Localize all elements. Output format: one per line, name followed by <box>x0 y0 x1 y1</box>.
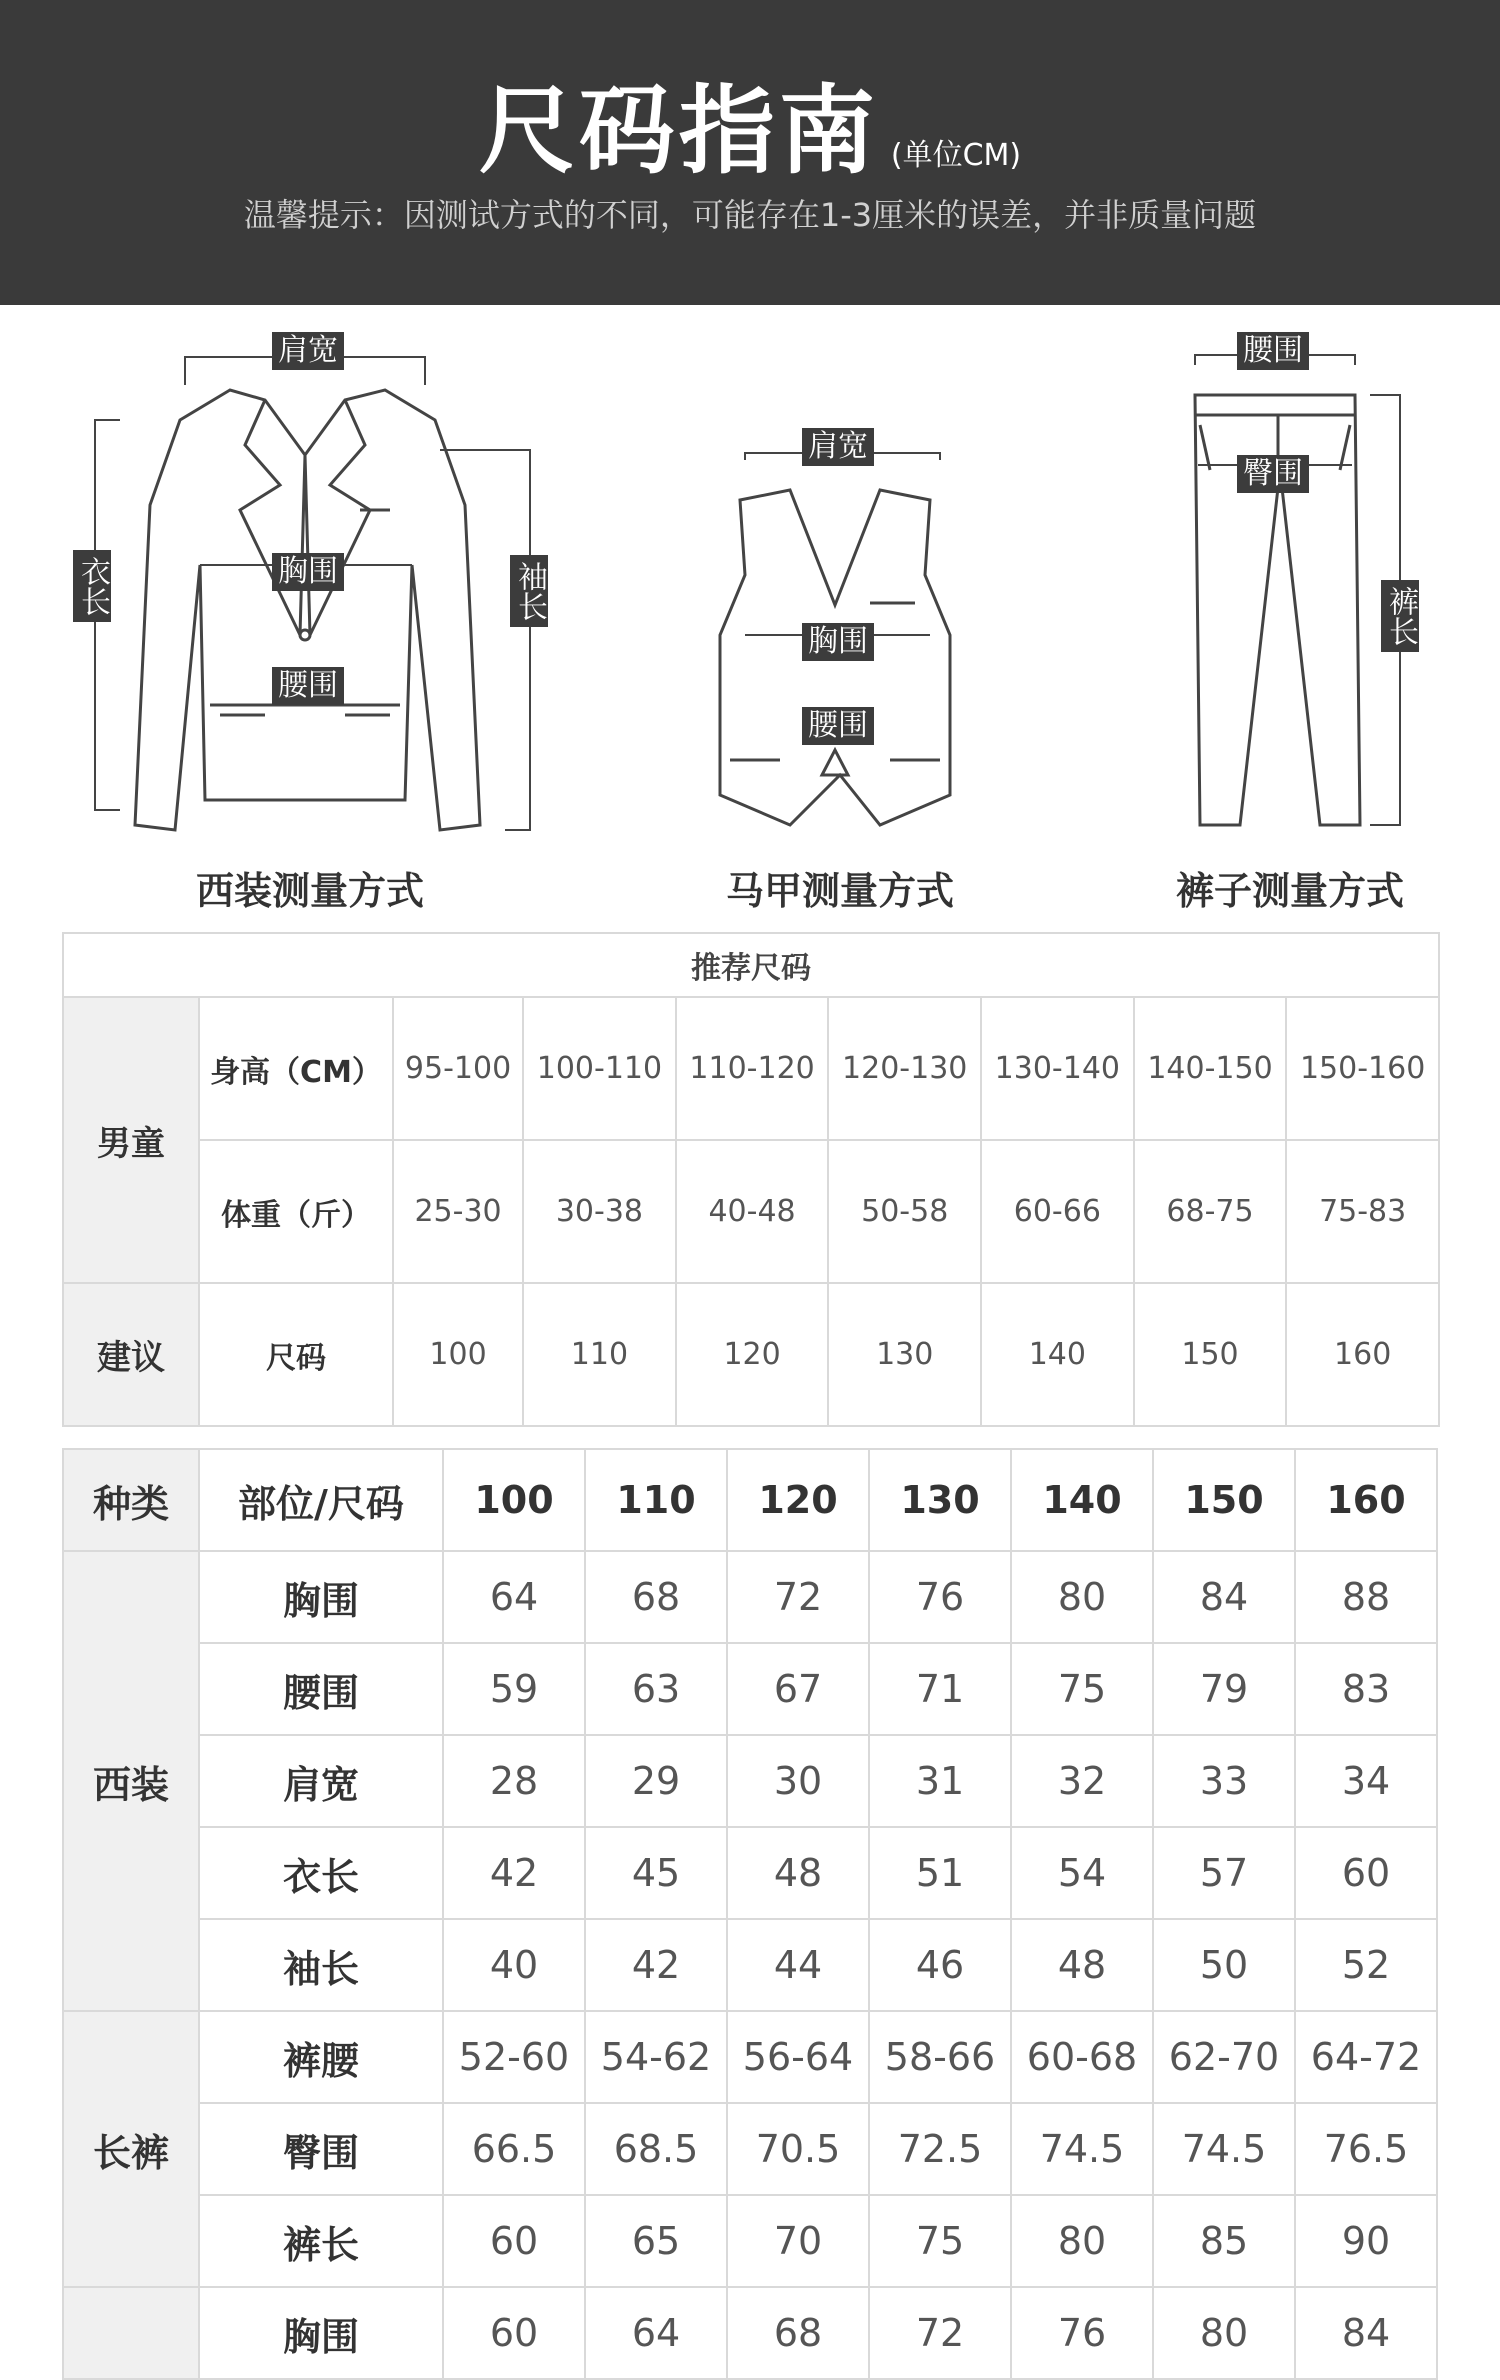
table-row <box>63 1643 1437 1735</box>
measure-cell: 68 <box>727 2287 869 2379</box>
height-cell: 110-120 <box>676 997 829 1140</box>
table-row <box>63 2011 1437 2103</box>
unit-note: (单位CM) <box>890 138 1022 173</box>
part-label: 裤腰 <box>199 2011 443 2103</box>
measure-cell: 31 <box>869 1735 1011 1827</box>
table-row <box>63 1919 1437 2011</box>
measure-cell: 58-66 <box>869 2011 1011 2103</box>
category-vest <box>63 2287 199 2379</box>
measure-cell: 72.5 <box>869 2103 1011 2195</box>
measure-cell: 90 <box>1295 2195 1437 2287</box>
weight-cell: 68-75 <box>1134 1140 1287 1283</box>
size-header: 150 <box>1153 1449 1295 1551</box>
measure-cell: 46 <box>869 1919 1011 2011</box>
measure-cell: 54 <box>1011 1827 1153 1919</box>
measure-cell: 30 <box>727 1735 869 1827</box>
height-cell: 100-110 <box>523 997 676 1140</box>
group-suggest: 建议 <box>63 1283 199 1426</box>
pants-length-tag: 裤长 <box>1381 580 1419 652</box>
height-cell: 120-130 <box>828 997 981 1140</box>
table-row <box>63 1735 1437 1827</box>
measurement-diagrams <box>0 305 1500 925</box>
size-header: 140 <box>1011 1449 1153 1551</box>
measure-cell: 68 <box>585 1551 727 1643</box>
measure-cell: 60 <box>443 2195 585 2287</box>
measure-cell: 32 <box>1011 1735 1153 1827</box>
measure-cell: 60 <box>443 2287 585 2379</box>
vest-measure-label: 马甲测量方式 <box>725 869 954 913</box>
size-header: 130 <box>869 1449 1011 1551</box>
suit-chest-tag: 胸围 <box>272 553 344 591</box>
measure-cell: 51 <box>869 1827 1011 1919</box>
measure-cell: 79 <box>1153 1643 1295 1735</box>
measure-cell: 88 <box>1295 1551 1437 1643</box>
vest-waist-tag: 腰围 <box>802 707 874 745</box>
part-label: 袖长 <box>199 1919 443 2011</box>
size-detail-table <box>62 1448 1438 2380</box>
measure-cell: 48 <box>1011 1919 1153 2011</box>
suit-waist-tag: 腰围 <box>272 667 344 705</box>
size-cell: 120 <box>676 1283 829 1426</box>
weight-cell: 25-30 <box>393 1140 523 1283</box>
size-header: 120 <box>727 1449 869 1551</box>
measure-cell: 60-68 <box>1011 2011 1153 2103</box>
suit-measure-label: 西装测量方式 <box>195 869 424 913</box>
measure-cell: 75 <box>869 2195 1011 2287</box>
weight-cell: 40-48 <box>676 1140 829 1283</box>
measure-cell: 85 <box>1153 2195 1295 2287</box>
measure-cell: 80 <box>1153 2287 1295 2379</box>
table-row <box>63 1827 1437 1919</box>
part-label: 裤长 <box>199 2195 443 2287</box>
size-label: 尺码 <box>199 1283 393 1426</box>
col-part-header: 部位/尺码 <box>199 1449 443 1551</box>
measure-cell: 68.5 <box>585 2103 727 2195</box>
measure-cell: 76 <box>1011 2287 1153 2379</box>
recommend-size-table <box>62 932 1440 1427</box>
part-label: 衣长 <box>199 1827 443 1919</box>
size-cell: 150 <box>1134 1283 1287 1426</box>
size-header: 160 <box>1295 1449 1437 1551</box>
weight-label: 体重（斤） <box>199 1140 393 1283</box>
measure-cell: 84 <box>1153 1551 1295 1643</box>
weight-cell: 50-58 <box>828 1140 981 1283</box>
measure-cell: 29 <box>585 1735 727 1827</box>
measure-cell: 56-64 <box>727 2011 869 2103</box>
weight-cell: 75-83 <box>1286 1140 1439 1283</box>
measure-cell: 33 <box>1153 1735 1295 1827</box>
size-cell: 140 <box>981 1283 1134 1426</box>
measure-cell: 70 <box>727 2195 869 2287</box>
size-cell: 130 <box>828 1283 981 1426</box>
size-cell: 100 <box>393 1283 523 1426</box>
measure-cell: 66.5 <box>443 2103 585 2195</box>
part-label: 臀围 <box>199 2103 443 2195</box>
vest-shoulder-tag: 肩宽 <box>802 428 874 466</box>
suit-length-tag: 衣长 <box>73 550 111 622</box>
suit-shoulder-tag: 肩宽 <box>272 332 344 370</box>
measure-cell: 72 <box>869 2287 1011 2379</box>
measure-cell: 71 <box>869 1643 1011 1735</box>
measure-cell: 72 <box>727 1551 869 1643</box>
measure-cell: 65 <box>585 2195 727 2287</box>
part-label: 胸围 <box>199 2287 443 2379</box>
measure-cell: 54-62 <box>585 2011 727 2103</box>
measure-cell: 28 <box>443 1735 585 1827</box>
measure-cell: 80 <box>1011 2195 1153 2287</box>
measure-cell: 70.5 <box>727 2103 869 2195</box>
measure-cell: 64 <box>443 1551 585 1643</box>
measure-cell: 52 <box>1295 1919 1437 2011</box>
suit-sleeve-tag: 袖长 <box>510 555 548 627</box>
col-kind-header: 种类 <box>63 1449 199 1551</box>
measure-cell: 34 <box>1295 1735 1437 1827</box>
part-label: 肩宽 <box>199 1735 443 1827</box>
measure-cell: 76.5 <box>1295 2103 1437 2195</box>
category-suit: 西装 <box>63 1551 199 2011</box>
table-row <box>63 2195 1437 2287</box>
part-label: 腰围 <box>199 1643 443 1735</box>
tip-text: 温馨提示：因测试方式的不同，可能存在1-3厘米的误差，并非质量问题 <box>243 196 1257 234</box>
pants-measure-label: 裤子测量方式 <box>1175 869 1404 913</box>
measure-cell: 84 <box>1295 2287 1437 2379</box>
size-cell: 110 <box>523 1283 676 1426</box>
group-boys: 男童 <box>63 997 199 1283</box>
measure-cell: 40 <box>443 1919 585 2011</box>
weight-cell: 30-38 <box>523 1140 676 1283</box>
measure-cell: 80 <box>1011 1551 1153 1643</box>
height-cell: 130-140 <box>981 997 1134 1140</box>
measure-cell: 63 <box>585 1643 727 1735</box>
recommend-title: 推荐尺码 <box>63 933 1439 997</box>
measure-cell: 60 <box>1295 1827 1437 1919</box>
measure-cell: 74.5 <box>1153 2103 1295 2195</box>
measure-cell: 64 <box>585 2287 727 2379</box>
table-row <box>63 1551 1437 1643</box>
measure-cell: 74.5 <box>1011 2103 1153 2195</box>
measure-cell: 75 <box>1011 1643 1153 1735</box>
pants-waist-tag: 腰围 <box>1237 332 1309 370</box>
table-row <box>63 2103 1437 2195</box>
height-label: 身高（CM） <box>199 997 393 1140</box>
height-cell: 140-150 <box>1134 997 1287 1140</box>
size-header: 100 <box>443 1449 585 1551</box>
measure-cell: 44 <box>727 1919 869 2011</box>
size-cell: 160 <box>1286 1283 1439 1426</box>
measure-cell: 48 <box>727 1827 869 1919</box>
measure-cell: 42 <box>443 1827 585 1919</box>
measure-cell: 83 <box>1295 1643 1437 1735</box>
measure-cell: 62-70 <box>1153 2011 1295 2103</box>
measure-cell: 42 <box>585 1919 727 2011</box>
measure-cell: 52-60 <box>443 2011 585 2103</box>
height-cell: 150-160 <box>1286 997 1439 1140</box>
category-pants: 长裤 <box>63 2011 199 2287</box>
pants-hip-tag: 臀围 <box>1237 455 1309 493</box>
garment-illustrations <box>0 305 1500 925</box>
measure-cell: 57 <box>1153 1827 1295 1919</box>
measure-cell: 45 <box>585 1827 727 1919</box>
vest-chest-tag: 胸围 <box>802 623 874 661</box>
table-row <box>63 2287 1437 2379</box>
measure-cell: 76 <box>869 1551 1011 1643</box>
measure-cell: 59 <box>443 1643 585 1735</box>
measure-cell: 64-72 <box>1295 2011 1437 2103</box>
part-label: 胸围 <box>199 1551 443 1643</box>
height-cell: 95-100 <box>393 997 523 1140</box>
measure-cell: 67 <box>727 1643 869 1735</box>
size-header: 110 <box>585 1449 727 1551</box>
header-banner <box>0 0 1500 305</box>
measure-cell: 50 <box>1153 1919 1295 2011</box>
weight-cell: 60-66 <box>981 1140 1134 1283</box>
page-title: 尺码指南 <box>478 75 879 187</box>
